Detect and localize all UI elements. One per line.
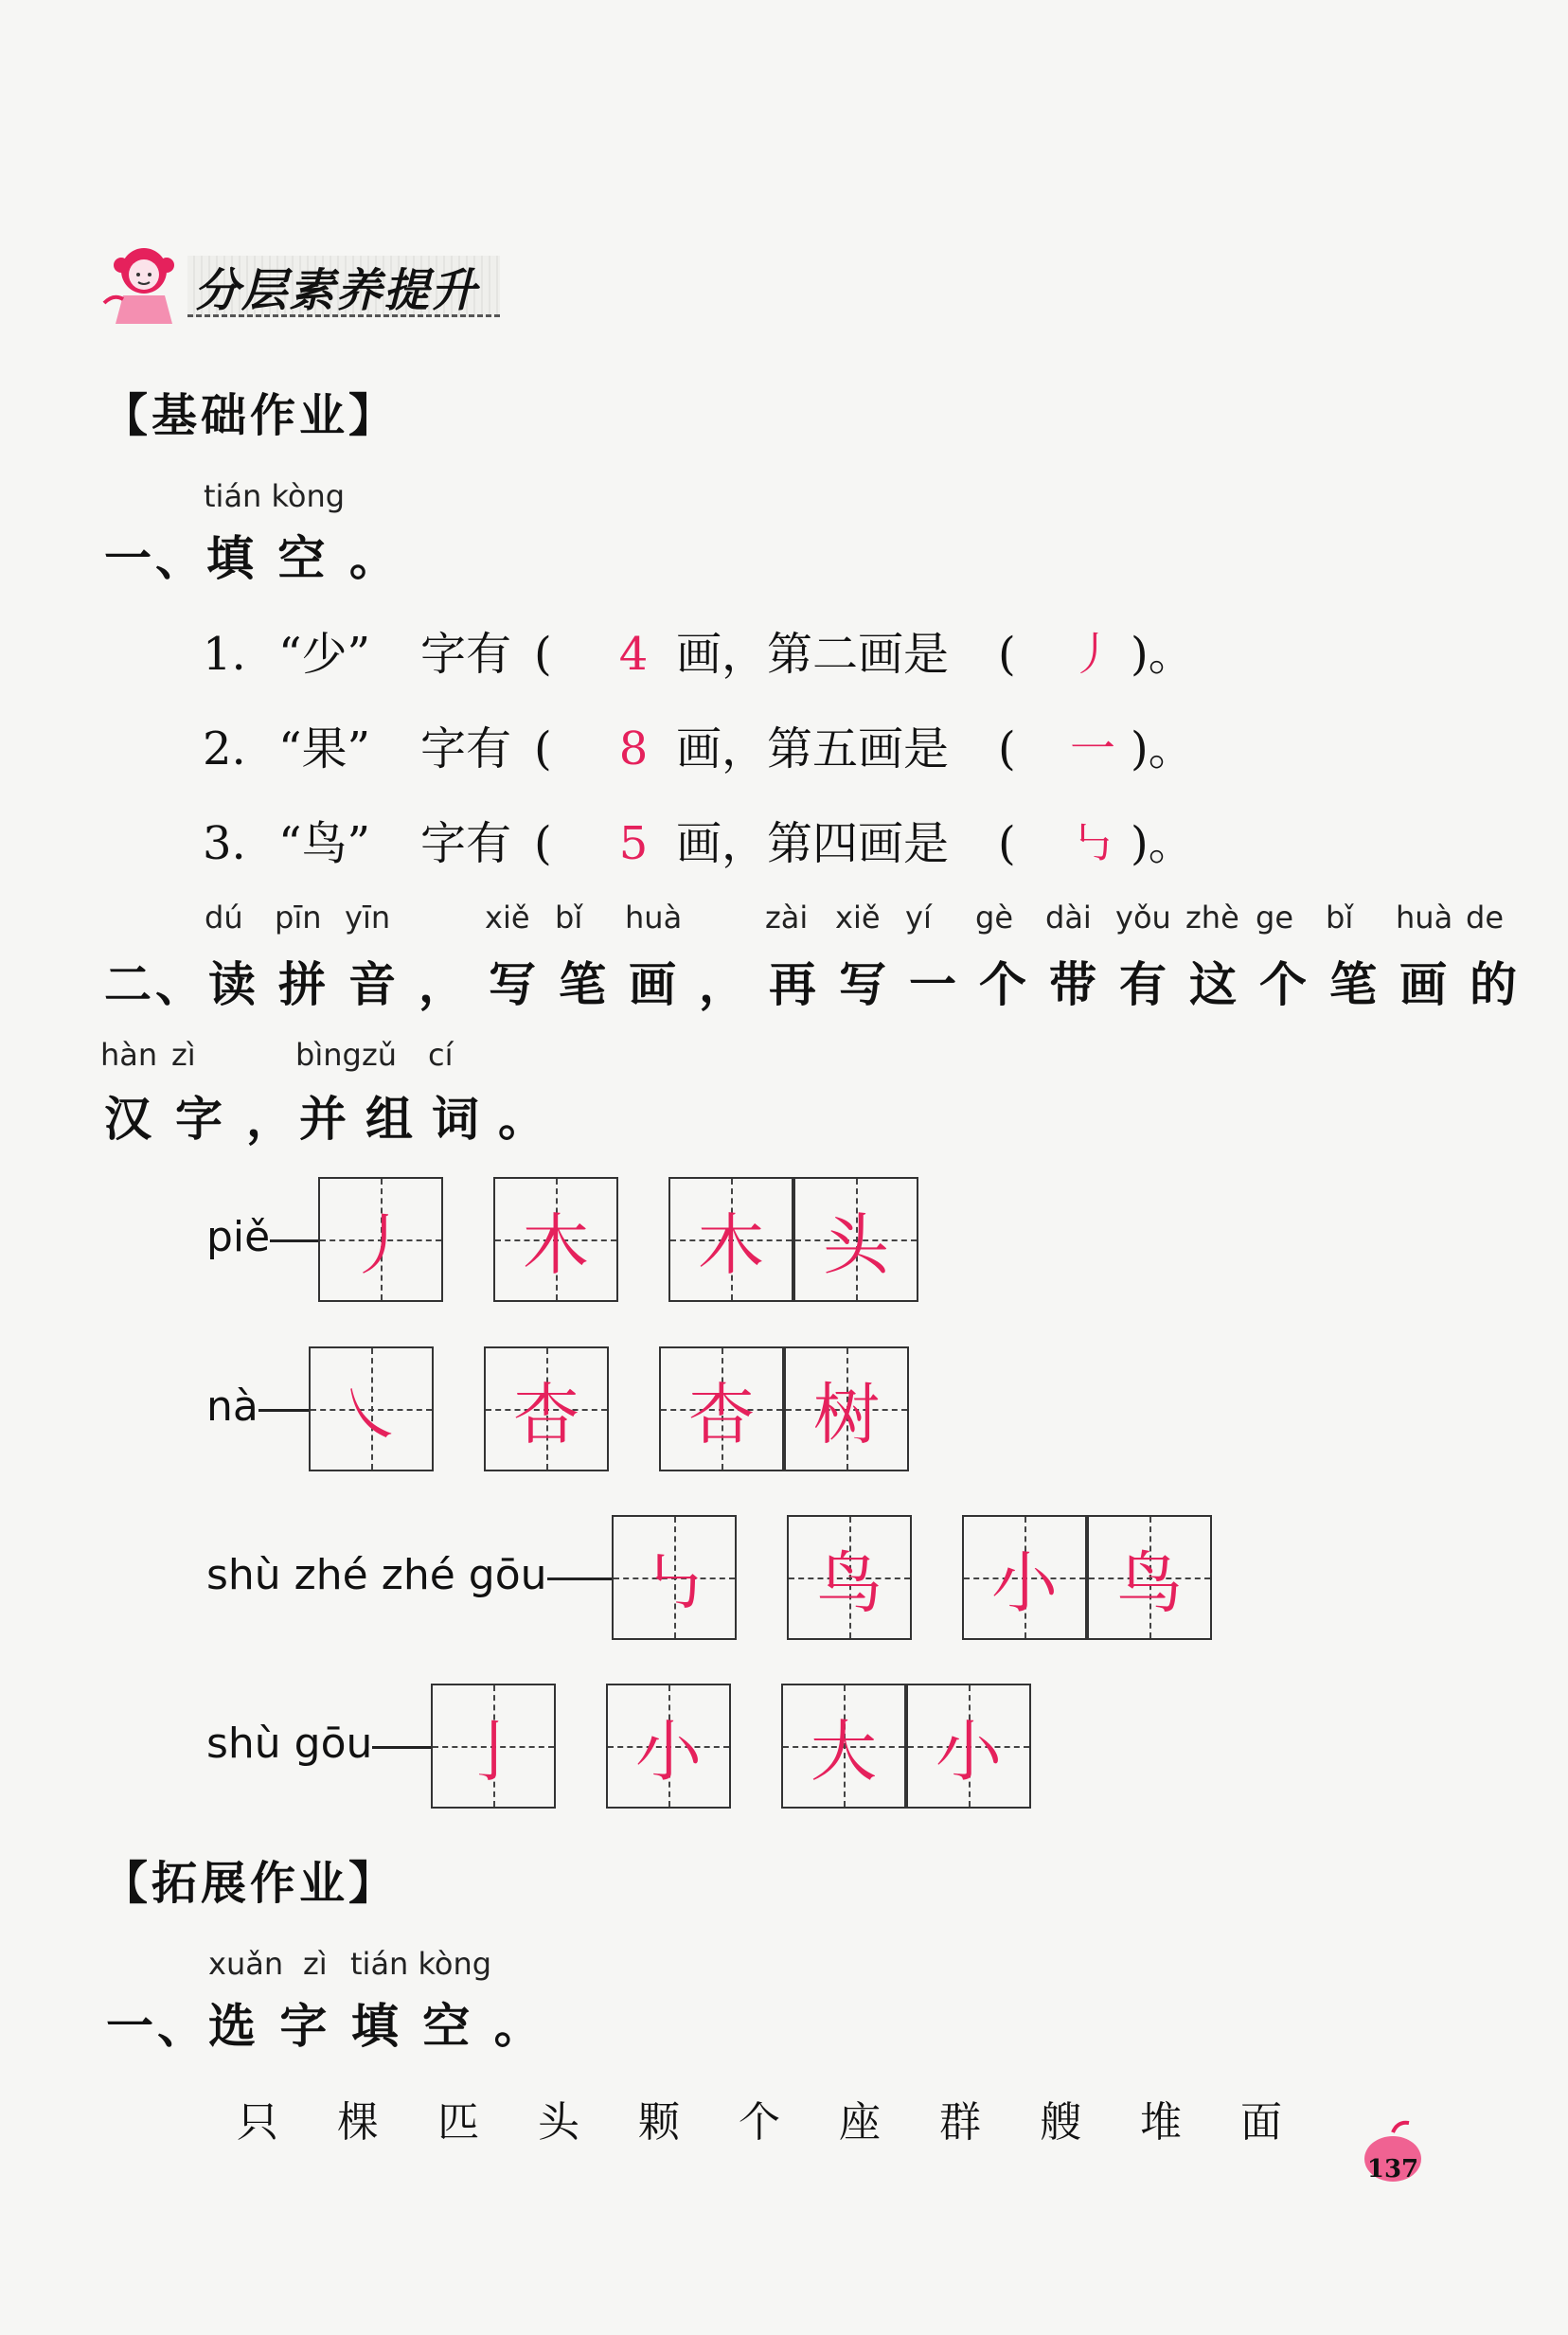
answer-character: 头	[823, 1205, 889, 1284]
answer-stroke-cell	[309, 1346, 434, 1471]
q1-answer-stroke-2: 一	[1069, 722, 1115, 775]
q2-pinyin-syllable: bǐ	[1326, 900, 1354, 936]
q2-title-char: 笔	[559, 957, 610, 1012]
q2-pinyin-syllable: huà	[1396, 900, 1453, 936]
q3-char-option: 只	[237, 2098, 278, 2147]
stroke-name-label: shù gōu	[206, 1720, 373, 1768]
answer-character: 大	[811, 1712, 877, 1791]
answer-word-cell	[906, 1684, 1031, 1809]
q3-char-option: 艘	[1040, 2098, 1081, 2147]
q1-answer-stroke-3: ㇉	[1069, 817, 1115, 870]
q3-char-option: 座	[839, 2098, 881, 2147]
answer-character: 树	[813, 1375, 880, 1453]
q3-char-option: 堆	[1140, 2098, 1182, 2147]
q1-item-3: 3. “鸟” 字有 ( 5 画，第四画是 ( ㇉ )。	[203, 807, 1194, 872]
q2-title2-char: 汉	[104, 1092, 155, 1147]
q2-title-char: 写	[489, 957, 540, 1012]
q2-title-char: 带	[1049, 957, 1100, 1012]
banner-title: 分层素养提升	[194, 264, 479, 317]
answer-word-cell	[659, 1346, 784, 1471]
q3-title: 一、选 字 填 空 。	[106, 1999, 545, 2054]
q2-title-char: 笔	[1329, 957, 1381, 1012]
q1-pinyin: tián kòng	[204, 478, 346, 514]
q3-char-option: 头	[538, 2098, 579, 2147]
q2-title-char: 有	[1119, 957, 1170, 1012]
q2-title2-char: ，	[246, 1092, 297, 1147]
q2-title-char: 读	[208, 957, 259, 1012]
page-number: 137	[1366, 2155, 1419, 2183]
answer-character: 小	[635, 1712, 702, 1791]
q2-title-char: 一	[909, 957, 960, 1012]
q2-pinyin-syllable: yīn	[345, 900, 391, 936]
q3-pinyin-syllable: xuǎn	[208, 1946, 284, 1982]
q2-pinyin-syllable: dài	[1045, 900, 1092, 936]
q2-title-char: 画	[1399, 957, 1451, 1012]
q2-title-char: ，	[699, 957, 750, 1012]
q1-title: 一、填 空 。	[104, 531, 401, 586]
section-ext-title: 【拓展作业】	[102, 1857, 399, 1910]
q1-answer-count-1: 4	[618, 628, 649, 681]
answer-word-cell	[962, 1515, 1087, 1640]
q2-pinyin-syllable: ge	[1256, 900, 1293, 936]
q2-title2-char: 。	[498, 1092, 549, 1147]
q3-pinyin-syllable: tián kòng	[350, 1946, 492, 1982]
q2-pinyin-syllable: de	[1466, 900, 1504, 936]
answer-character: 杏	[513, 1375, 579, 1453]
answer-stroke-cell	[318, 1177, 443, 1302]
answer-word-cell	[781, 1684, 906, 1809]
q3-char-option: 个	[739, 2098, 780, 2147]
answer-character: 小	[991, 1543, 1058, 1622]
q2-title-char: 个	[979, 957, 1030, 1012]
answer-stroke-cell	[431, 1684, 556, 1809]
q2-title-char: 再	[769, 957, 820, 1012]
connector-line	[270, 1239, 318, 1242]
q2-pinyin2-syllable: zǔ	[362, 1037, 398, 1073]
q2-pinyin-syllable: gè	[975, 900, 1013, 936]
answer-word-cell	[668, 1177, 793, 1302]
q2-pinyin-syllable: dú	[205, 900, 243, 936]
q2-pinyin-syllable: xiě	[485, 900, 530, 936]
q3-char-option: 群	[939, 2098, 981, 2147]
q2-pinyin2-syllable: cí	[428, 1037, 454, 1073]
connector-line	[258, 1409, 309, 1412]
section-basic-title: 【基础作业】	[102, 389, 399, 442]
q2-pinyin-syllable: yǒu	[1115, 900, 1171, 936]
q2-title-char: 音	[348, 957, 400, 1012]
q2-title2-char: 词	[432, 1092, 483, 1147]
answer-word-cell	[784, 1346, 909, 1471]
answer-character: 杏	[688, 1375, 755, 1453]
connector-line	[547, 1577, 613, 1580]
q2-title-char: ，	[419, 957, 470, 1012]
answer-character: 鸟	[1116, 1543, 1183, 1622]
q1-item-1-text2: 画，第二画是	[676, 628, 950, 681]
answer-char-cell	[606, 1684, 731, 1809]
q2-pinyin2-syllable: zì	[171, 1037, 196, 1073]
stroke-name-label: piě	[206, 1213, 271, 1261]
q1-answer-count-2: 8	[618, 722, 649, 775]
q2-title-char: 画	[629, 957, 680, 1012]
q1-item-2: 2. “果” 字有 ( 8 画，第五画是 ( 一 )。	[203, 712, 1194, 777]
q2-title-char: 二、	[104, 957, 206, 1012]
answer-word-cell	[793, 1177, 918, 1302]
q2-title2-char: 并	[299, 1092, 350, 1147]
answer-char-cell	[484, 1346, 609, 1471]
stroke-name-label: shù zhé zhé gōu	[206, 1551, 547, 1599]
girl-mascot-icon	[95, 237, 189, 331]
q2-pinyin-syllable: bǐ	[555, 900, 583, 936]
q2-pinyin2-syllable: bìng	[295, 1037, 362, 1073]
q2-pinyin-syllable: huà	[625, 900, 683, 936]
q3-char-options	[237, 2088, 1341, 2148]
q2-pinyin-syllable: zhè	[1185, 900, 1239, 936]
q1-item-1: 1. “少” 字有 ( 4 画，第二画是 ( 丿 )。	[203, 617, 1194, 683]
q2-pinyin2-syllable: hàn	[100, 1037, 158, 1073]
answer-character: ㇏	[338, 1375, 404, 1453]
answer-character: 鸟	[816, 1543, 882, 1622]
answer-character: 亅	[460, 1712, 526, 1791]
answer-character: 木	[698, 1205, 764, 1284]
q1-answer-stroke-1: 丿	[1069, 628, 1115, 681]
answer-stroke-cell	[612, 1515, 737, 1640]
q2-title2-char: 字	[175, 1092, 226, 1147]
q3-char-option: 面	[1240, 2098, 1282, 2147]
q3-char-option: 匹	[437, 2098, 479, 2147]
stroke-name-label: nà	[206, 1382, 258, 1431]
answer-character: 丿	[347, 1205, 414, 1284]
answer-character: ㇉	[641, 1543, 707, 1622]
connector-line	[372, 1746, 431, 1749]
q2-pinyin-syllable: xiě	[835, 900, 881, 936]
q3-pinyin-syllable: zì	[303, 1946, 328, 1982]
q2-pinyin-syllable: zài	[765, 900, 809, 936]
q2-title-char: 这	[1189, 957, 1240, 1012]
q2-title-char: 的	[1470, 957, 1521, 1012]
q2-instruction	[100, 900, 1521, 1147]
answer-char-cell	[787, 1515, 912, 1640]
q2-title-char: 写	[839, 957, 890, 1012]
answer-word-cell	[1087, 1515, 1212, 1640]
answer-char-cell	[493, 1177, 618, 1302]
q1-answer-count-3: 5	[618, 817, 649, 870]
q2-title-char: 个	[1259, 957, 1310, 1012]
q3-char-option: 颗	[638, 2098, 680, 2147]
answer-character: 木	[523, 1205, 589, 1284]
q2-pinyin-syllable: yí	[905, 900, 932, 936]
q2-title2-char: 组	[365, 1092, 417, 1147]
q3-char-option: 棵	[337, 2098, 379, 2147]
q2-title-char: 拼	[278, 957, 330, 1012]
answer-character: 小	[935, 1712, 1002, 1791]
q2-pinyin-syllable: pīn	[275, 900, 322, 936]
